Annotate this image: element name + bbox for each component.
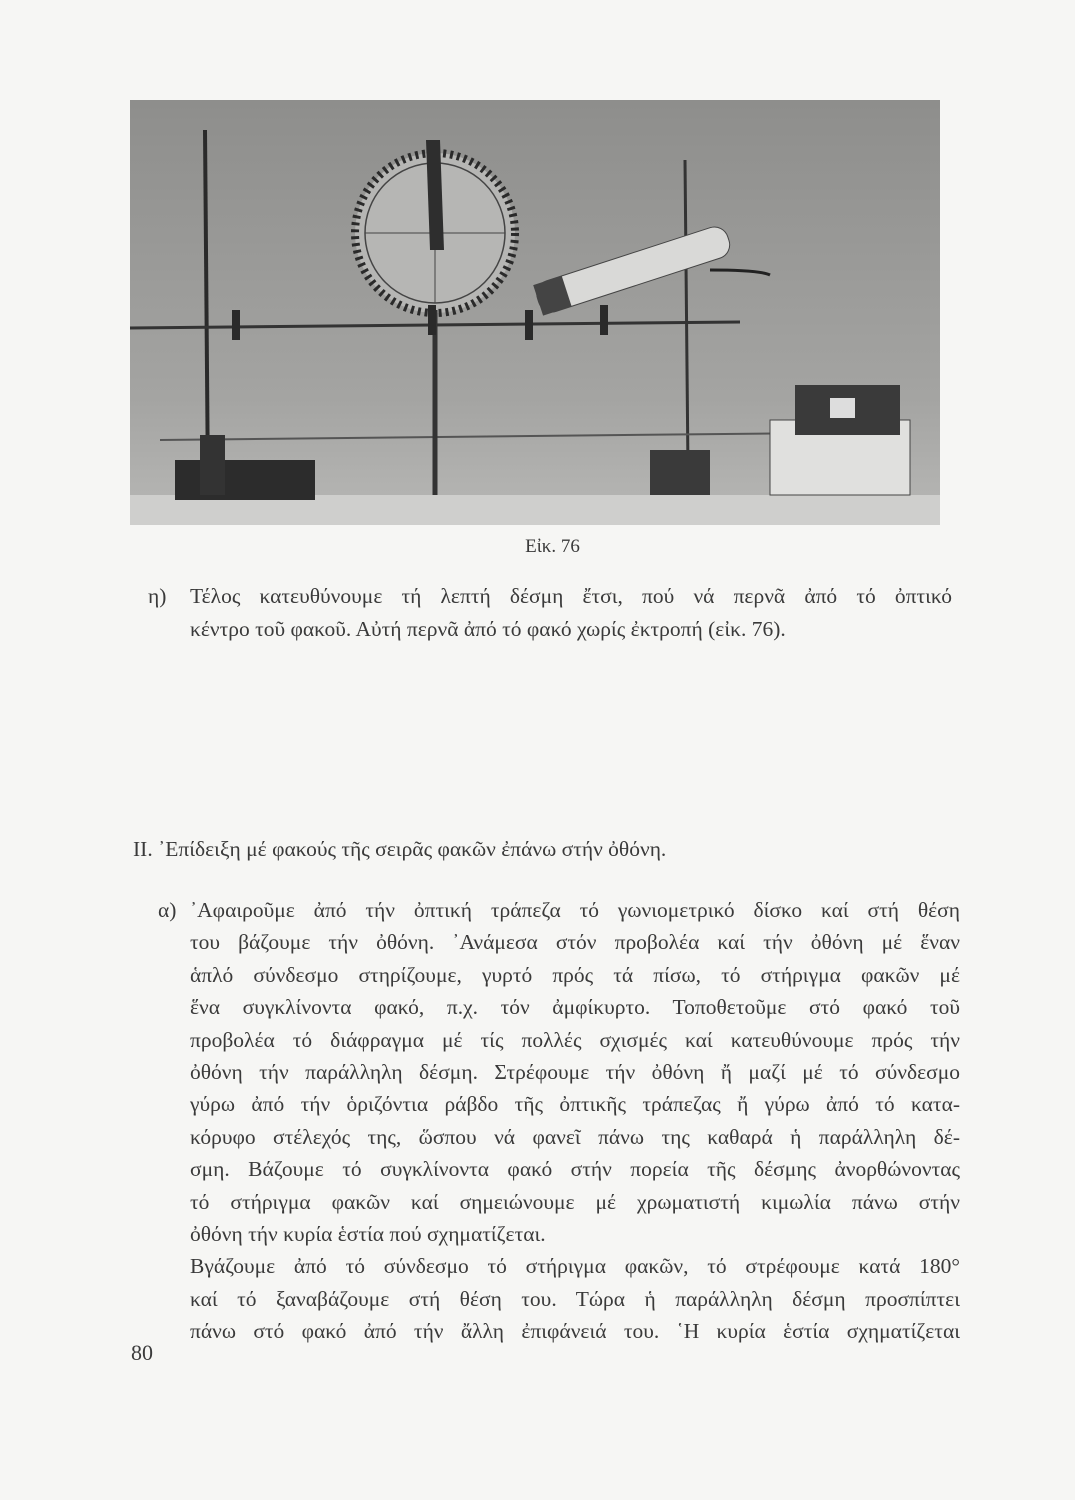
paragraph-line: κέντρο τοῦ φακοῦ. Αὐτή περνᾶ ἀπό τό φακό χωρίς ἐκτροπή (εἰκ. 76). [190, 617, 786, 641]
figure-76-photo [130, 100, 940, 525]
paragraph-line: του βάζουμε τήν ὀθόνη. ᾽Ανάμεσα στόν προβολέα καί τήν ὀθόνη μέ ἕναν [190, 930, 960, 955]
paragraph-line: τό στήριγμα φακῶν καί σημειώνουμε μέ χρωματιστή κιμωλία πάνω στήν [190, 1189, 960, 1214]
paragraph-line: προβολέα τό διάφραγμα μέ τίς πολλές σχισμές καί κατευθύνουμε πρός τήν [190, 1027, 960, 1052]
paragraph-line: ἁπλό σύνδεσμο στηρίζουμε, γυρτό πρός τά πίσω, τό στήριγμα φακῶν μέ [190, 962, 960, 987]
paragraph-line: γύρω ἀπό τήν ὁριζόντια ράβδο τῆς ὀπτικῆς τράπεζας ἤ γύρω ἀπό τό κατα- [190, 1092, 960, 1117]
item-label-alpha: α) [158, 898, 177, 922]
item-label-eta: η) [148, 584, 167, 608]
paragraph-line: σμη. Βάζουμε τό συγκλίνοντα φακό στήν πορεία τῆς δέσμης ἀνορθώνοντας [190, 1157, 960, 1182]
paragraph-line: κόρυφο στέλεχός της, ὥσπου νά φανεῖ πάνω της καθαρά ἡ παράλληλη δέ- [190, 1124, 960, 1149]
page-number: 80 [131, 1340, 153, 1365]
paragraph-line: καί τό ξαναβάζουμε στή θέση του. Τώρα ἡ παράλληλη δέσμη προσπίπτει [190, 1286, 960, 1311]
paragraph-line: ἕνα συγκλίνοντα φακό, π.χ. τόν ἀμφίκυρτο. Τοποθετοῦμε στό φακό τοῦ [190, 995, 960, 1020]
paragraph-line: ᾽Αφαιροῦμε ἀπό τήν ὀπτική τράπεζα τό γωνιομετρικό δίσκο καί στή θέση [190, 898, 960, 922]
paragraph-line: πάνω στό φακό ἀπό τήν ἄλλη ἐπιφάνειά του. ῾Η κυρία ἑστία σχηματίζεται [190, 1319, 960, 1344]
paragraph-line: ὀθόνη τήν παράλληλη δέσμη. Στρέφουμε τήν ὀθόνη ἤ μαζί μέ τό σύνδεσμο [190, 1060, 960, 1084]
paragraph-line: ὀθόνη τήν κυρία ἑστία πού σχηματίζεται. [190, 1222, 546, 1246]
paragraph-line: Βγάζουμε ἀπό τό σύνδεσμο τό στήριγμα φακῶν, τό στρέφουμε κατά 180° [190, 1254, 960, 1279]
section-heading: II. ᾽Επίδειξη μέ φακούς τῆς σειρᾶς φακῶν ἐπάνω στήν ὀθόνη. [133, 837, 667, 861]
figure-caption: Εἰκ. 76 [525, 536, 580, 557]
paragraph-line: Τέλος κατευθύνουμε τή λεπτή δέσμη ἔτσι, πού νά περνᾶ ἀπό τό ὀπτικό [190, 584, 952, 608]
